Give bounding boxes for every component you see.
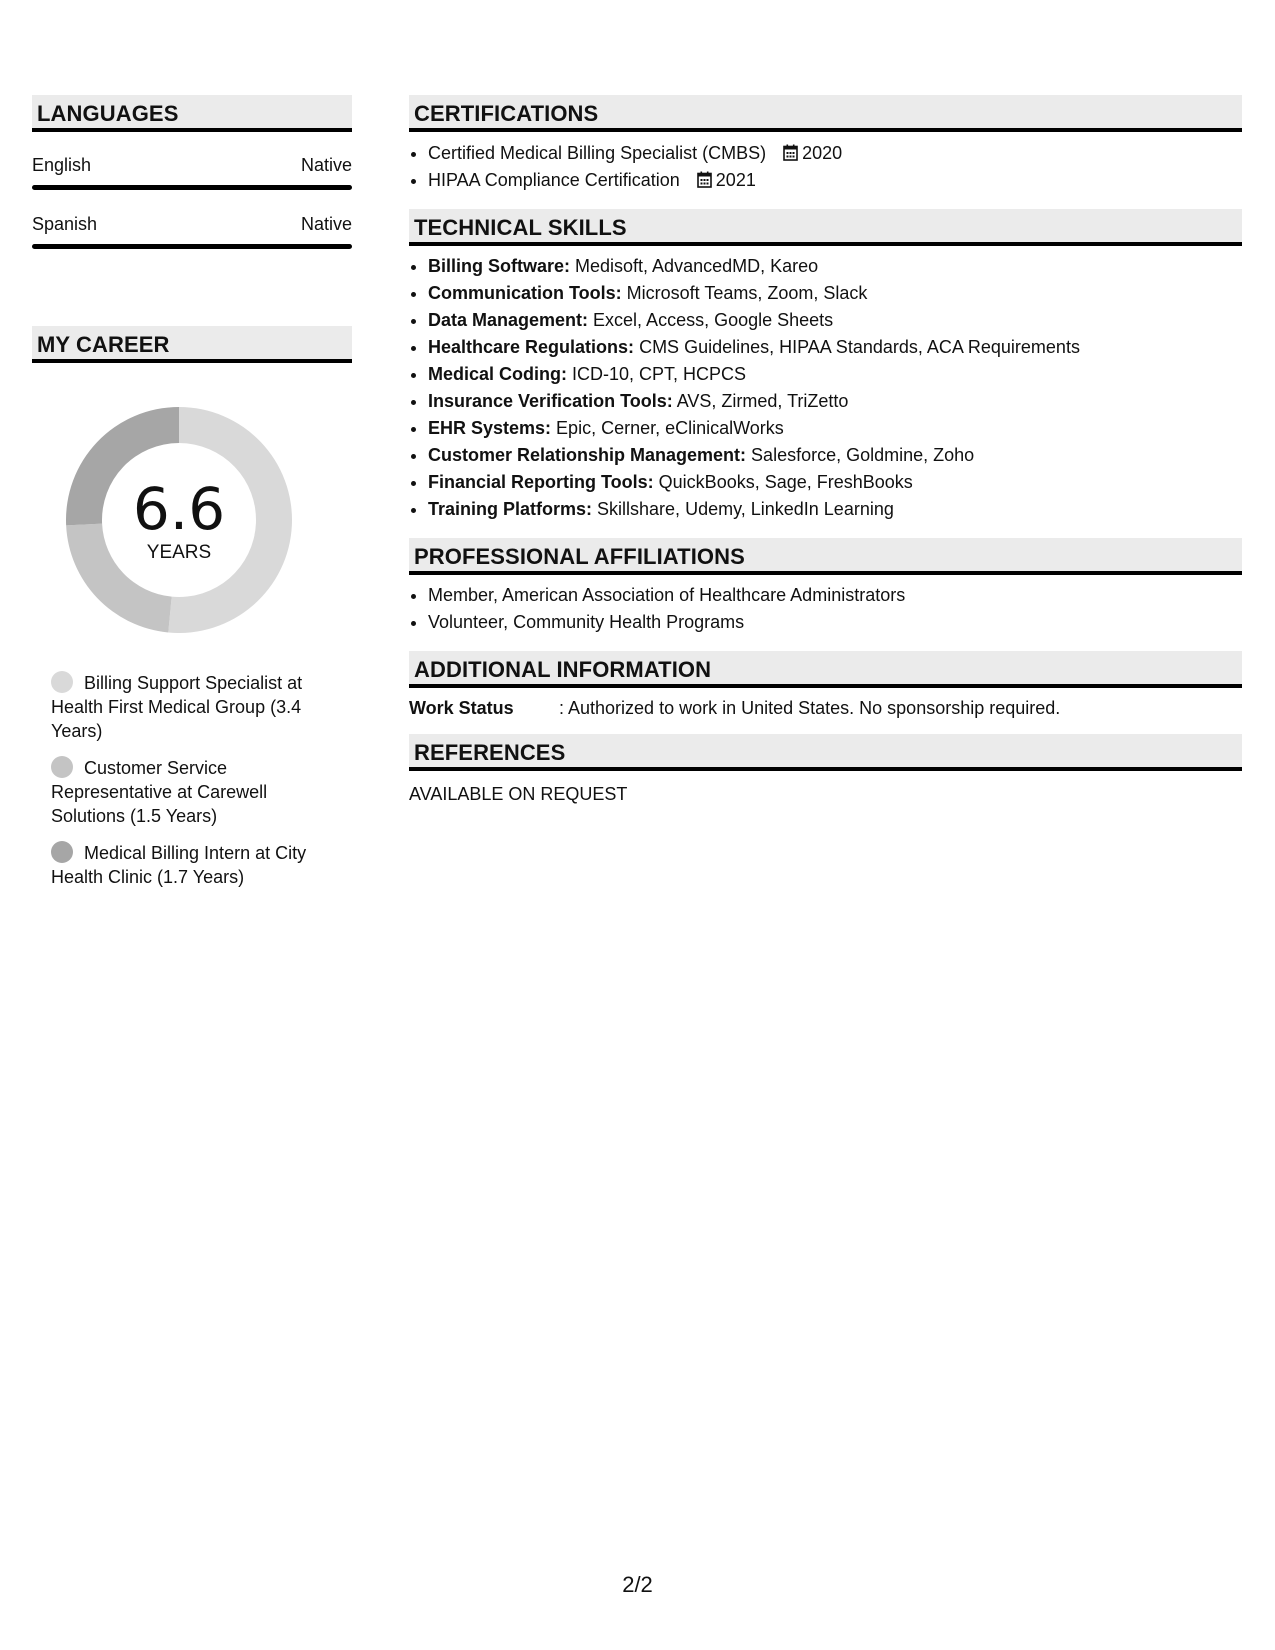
additional-info-heading: ADDITIONAL INFORMATION (409, 651, 1242, 688)
certification-item (428, 167, 1242, 194)
right-column (409, 95, 1242, 805)
skill-values: Excel, Access, Google Sheets (588, 310, 834, 330)
certifications-list (409, 140, 1242, 194)
affiliation-item: • Member, American Association of Healthcare Administrators (428, 582, 1242, 609)
skill-values: QuickBooks, Sage, FreshBooks (653, 472, 913, 492)
skill-values: Skillshare, Udemy, LinkedIn Learning (592, 499, 894, 519)
skill-category: Medical Coding: (428, 364, 567, 384)
calendar-icon (783, 144, 798, 161)
certifications-heading: CERTIFICATIONS (409, 95, 1242, 132)
skill-category: Financial Reporting Tools: (428, 472, 654, 492)
career-job-label: Customer Service Representative at Carewell Solutions (1.5 Years) (51, 758, 268, 826)
skill-category: Healthcare Regulations: (428, 337, 635, 357)
language-level: Native (300, 155, 352, 175)
career-heading: MY CAREER (32, 326, 352, 363)
skill-item (428, 415, 1242, 442)
skill-item (428, 469, 1242, 496)
certification-item (428, 140, 1242, 167)
languages-heading: LANGUAGES (32, 95, 352, 132)
skill-values: Salesforce, Goldmine, Zoho (746, 445, 975, 465)
language-level-bar (32, 244, 352, 249)
skill-item (428, 361, 1242, 388)
page-number: 2/2 (622, 1572, 653, 1597)
affiliations-section (409, 538, 1242, 636)
references-heading: REFERENCES (409, 734, 1242, 771)
calendar-icon (697, 171, 712, 188)
language-name: Spanish (32, 214, 98, 234)
legend-circle-icon (51, 841, 73, 863)
certification-year: 2020 (802, 143, 843, 163)
work-status-row (409, 697, 1242, 719)
certification-name: Certified Medical Billing Specialist (CMBS) (428, 143, 767, 163)
skill-category: Insurance Verification Tools: (428, 391, 673, 411)
donut-center-label (66, 407, 292, 633)
skill-values: AVS, Zirmed, TriZetto (672, 391, 849, 411)
legend-circle-icon (51, 671, 73, 693)
certification-name: HIPAA Compliance Certification (428, 170, 680, 190)
skill-item (428, 280, 1242, 307)
skill-item (428, 388, 1242, 415)
language-row-spanish (32, 190, 352, 235)
additional-info-section (409, 651, 1242, 719)
work-status-label: Work Status (409, 698, 514, 718)
skill-category: Data Management: (428, 310, 589, 330)
skill-values: Epic, Cerner, eClinicalWorks (551, 418, 784, 438)
certifications-section (409, 95, 1242, 194)
skill-values: ICD-10, CPT, HCPCS (567, 364, 747, 384)
skill-item (428, 253, 1242, 280)
language-level: Native (300, 214, 352, 234)
career-total-unit: YEARS (146, 542, 212, 563)
skill-item (428, 334, 1242, 361)
career-legend-item (51, 756, 331, 828)
skill-item (428, 442, 1242, 469)
references-section (409, 734, 1242, 805)
skill-category: EHR Systems: (428, 418, 552, 438)
skill-values: Microsoft Teams, Zoom, Slack (621, 283, 868, 303)
career-legend-item (51, 841, 331, 889)
technical-skills-section (409, 209, 1242, 523)
technical-skills-heading: TECHNICAL SKILLS (409, 209, 1242, 246)
career-total-years: 6.6 (132, 475, 226, 543)
legend-circle-icon (51, 756, 73, 778)
affiliation-item: • Volunteer, Community Health Programs (428, 609, 1242, 636)
career-job-label: Medical Billing Intern at City Health Clinic (1.7 Years) (51, 843, 307, 887)
career-job-label: Billing Support Specialist at Health First Medical Group (3.4 Years) (51, 673, 303, 741)
languages-section (32, 95, 352, 249)
technical-skills-list (409, 253, 1242, 523)
affiliations-list (409, 582, 1242, 636)
skill-item (428, 496, 1242, 523)
language-row-english (32, 132, 352, 176)
skill-values: CMS Guidelines, HIPAA Standards, ACA Requirements (634, 337, 1080, 357)
career-legend (32, 671, 352, 889)
language-name: English (32, 155, 92, 175)
skill-category: Communication Tools: (428, 283, 622, 303)
certification-year: 2021 (715, 170, 756, 190)
skill-item (428, 307, 1242, 334)
affiliations-heading: PROFESSIONAL AFFILIATIONS (409, 538, 1242, 575)
work-status-value: : Authorized to work in United States. No sponsorship required. (559, 698, 1061, 718)
career-legend-item (51, 671, 331, 743)
skill-category: Training Platforms: (428, 499, 593, 519)
skill-category: Billing Software: (428, 256, 571, 276)
career-donut-chart (66, 407, 292, 633)
skill-category: Customer Relationship Management: (428, 445, 747, 465)
references-text: AVAILABLE ON REQUEST (409, 784, 628, 804)
skill-values: Medisoft, AdvancedMD, Kareo (570, 256, 819, 276)
left-column (32, 95, 352, 902)
